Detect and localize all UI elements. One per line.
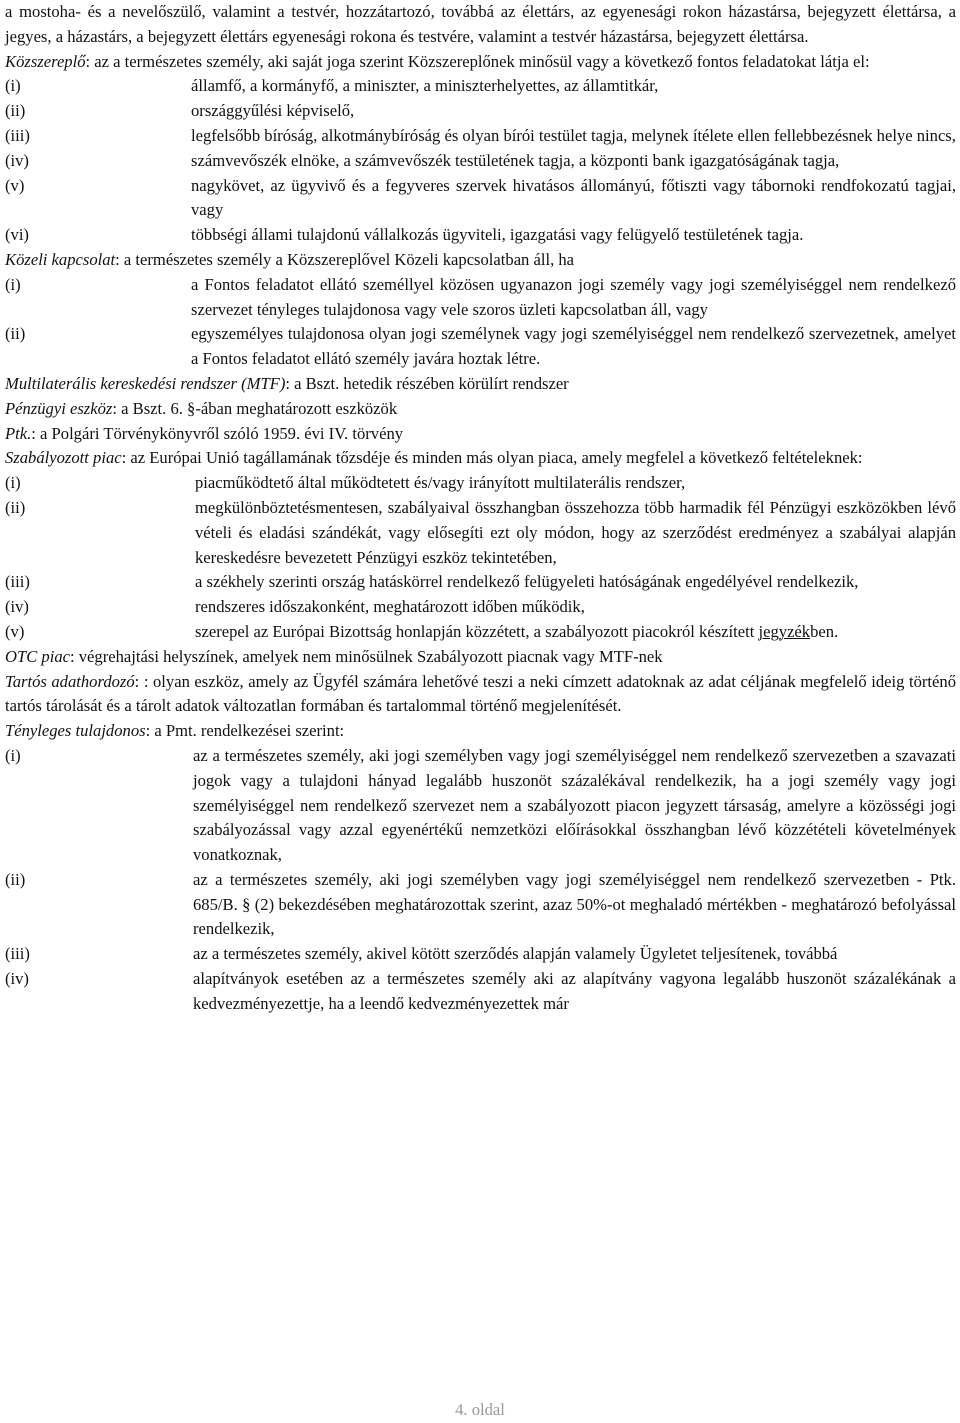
item-number: (ii) [5, 869, 26, 889]
term-ptk: Ptk. [5, 423, 32, 443]
definition-text: : az Európai Unió tagállamának tőzsdéje és minden más olyan piaca, amely megfelel a következő feltételeknek: [121, 448, 863, 468]
definition-text: : a Polgári Törvénykönyvről szóló 1959. évi IV. törvény [31, 423, 404, 443]
item-text: többségi állami tulajdonú vállalkozás ügyviteli, igazgatási vagy felügyelő testületének tagja. [191, 225, 804, 245]
term-kozeli-kapcsolat: Közeli kapcsolat [5, 249, 116, 269]
item-number: (i) [5, 274, 21, 294]
item-number: (iii) [5, 125, 30, 145]
term-kozszereplo: Közszereplő [5, 51, 86, 71]
list-item [5, 595, 956, 620]
list-item [5, 471, 956, 496]
list-item [5, 744, 956, 868]
item-number: (iii) [5, 944, 30, 964]
definition-tartos-adathordozo [5, 670, 956, 720]
item-number: (i) [5, 745, 21, 765]
item-text [195, 620, 956, 645]
item-number: (vi) [5, 225, 29, 245]
item-number: (i) [5, 76, 21, 96]
item-text: államfő, a kormányfő, a miniszter, a miniszterhelyettes, az államtitkár, [191, 76, 659, 96]
definition-text: : : olyan eszköz, amely az Ügyfél számára lehetővé teszi a neki címzett adatoknak az adat céljának megfelelő ideig történő tartós tárolását és a tárolt adatok változatlan formában és tartalommal történő megjelenítését. [5, 671, 956, 716]
definition-text: : a Bszt. 6. §-ában meghatározott eszközök [112, 398, 398, 418]
list-item [5, 124, 956, 149]
item-number: (iv) [5, 597, 29, 617]
item-number: (ii) [5, 497, 26, 517]
definition-tenyleges-tulajdonos [5, 719, 956, 744]
document-page [5, 0, 956, 1017]
definition-otc-piac [5, 645, 956, 670]
item-text: a székhely szerinti ország hatáskörrel rendelkező felügyeleti hatóságának engedélyével rendelkezik, [195, 572, 859, 592]
page-number-footer: 4. oldal [455, 1400, 505, 1419]
term-szabalyozott-piac: Szabályozott piac [5, 448, 122, 468]
item-text: alapítványok esetében az a természetes személy aki az alapítvány vagyona legalább huszonöt százalékának a kedvezményezettje, ha a leendő kedvezményezettek már [193, 969, 956, 1013]
item-text: legfelsőbb bíróság, alkotmánybíróság és olyan bírói testület tagja, melynek ítélete ellen fellebbezésnek helye nincs, [191, 125, 956, 145]
underlined-word: jegyzék [758, 621, 811, 641]
list-item [5, 570, 956, 595]
szabalyozott-list [5, 471, 956, 645]
item-text: számvevőszék elnöke, a számvevőszék testületének tagja, a központi bank igazgatóságának tagja, [191, 150, 840, 170]
item-text: az a természetes személy, akivel kötött szerződés alapján valamely Ügyletet teljesítenek, továbbá [193, 944, 838, 964]
definition-szabalyozott-piac [5, 446, 956, 471]
item-number: (v) [5, 621, 25, 641]
item-text: egyszemélyes tulajdonosa olyan jogi személynek vagy jogi személyiséggel nem rendelkező szervezetnek, amelyet a Fontos feladatot ellátó személy javára hoztak létre. [191, 324, 956, 369]
list-item [5, 868, 956, 942]
item-number: (iv) [5, 969, 29, 989]
term-mtf: Multilaterális kereskedési rendszer (MTF) [5, 373, 286, 393]
list-item [5, 967, 956, 1017]
list-item [5, 942, 956, 967]
item-number: (v) [5, 175, 25, 195]
item-number: (i) [5, 473, 21, 493]
item-text: rendszeres időszakonként, meghatározott időben működik, [195, 597, 585, 617]
list-item [5, 322, 956, 372]
item-text: a Fontos feladatot ellátó személlyel közösen ugyanazon jogi személy vagy jogi személyiséggel nem rendelkező szervezet tényleges tulajdonosa vagy vele szoros üzleti kapcsolatban áll, vagy [191, 274, 956, 319]
definition-mtf [5, 372, 956, 397]
term-tenyleges-tulajdonos: Tényleges tulajdonos [5, 721, 146, 741]
tenyleges-list [5, 744, 956, 1017]
item-text: az a természetes személy, aki jogi személyben vagy jogi személyiséggel nem rendelkező szervezetben a szavazati jogok vagy a tulajdoni hányad legalább huszonöt százalékával rendelkezik, ha a jogi személy vagy jogi személyiséggel nem rendelkező szervezet nem a szabályozott piacon jegyzett társaság, amelyre a közösségi jogi szabályozással vagy azzal egyenértékű nemzetközi előírásokkal összhangban lévő közzétételi követelmények vonatkoznak, [193, 745, 956, 865]
intro-paragraph: a mostoha- és a nevelőszülő, valamint a testvér, hozzátartozó, továbbá az élettárs, az egyenesági rokon házastársa, bejegyzett élettársa, a jegyes, a házastárs, a bejegyzett élettárs egyenesági rokona és testvére, valamint a testvér házastársa, bejegyzett élettársa. [5, 2, 956, 46]
term-penzugyi-eszkoz: Pénzügyi eszköz [5, 398, 113, 418]
kozszereplo-list [5, 74, 956, 248]
list-item [5, 99, 956, 124]
list-item [5, 149, 956, 174]
kozeli-list [5, 273, 956, 372]
definition-kozszereplo [5, 50, 956, 75]
definition-text: : a Pmt. rendelkezései szerint: [145, 721, 345, 741]
item-text: piacműködtető által működtetett és/vagy irányított multilaterális rendszer, [195, 473, 686, 493]
item-number: (ii) [5, 324, 26, 344]
item-number: (ii) [5, 101, 26, 121]
definition-kozeli-kapcsolat [5, 248, 956, 273]
definition-penzugyi-eszkoz [5, 397, 956, 422]
item-text-part: szerepel az Európai Bizottság honlapján közzétett, a szabályozott piacokról készített [195, 621, 759, 641]
list-item [5, 496, 956, 570]
definition-text: : a Bszt. hetedik részében körülírt rendszer [285, 373, 569, 393]
list-item [5, 74, 956, 99]
item-text: az a természetes személy, aki jogi személyben vagy jogi személyiséggel nem rendelkező szervezetben - Ptk. 685/B. § (2) bekezdésében meghatározottak szerint, azaz 50%-ot meghaladó mértékben - meghatározó befolyással rendelkezik, [193, 869, 956, 939]
definition-ptk [5, 422, 956, 447]
definition-text: : a természetes személy a Közszereplővel Közeli kapcsolatban áll, ha [115, 249, 575, 269]
term-otc-piac: OTC piac [5, 646, 70, 666]
item-text: nagykövet, az ügyvivő és a fegyveres szervek hivatásos állományú, főtiszti vagy tábornoki rendfokozatú tagjai, vagy [191, 175, 956, 220]
item-number: (iv) [5, 150, 29, 170]
item-text: országgyűlési képviselő, [191, 101, 355, 121]
term-tartos-adathordozo: Tartós adathordozó [5, 671, 135, 691]
definition-text: : az a természetes személy, aki saját joga szerint Közszereplőnek minősül vagy a következő fontos feladatokat látja el: [85, 51, 870, 71]
list-item [5, 620, 956, 645]
list-item [5, 223, 956, 248]
list-item [5, 174, 956, 224]
item-text: megkülönböztetésmentesen, szabályaival összhangban összehozza több harmadik fél Pénzügyi eszközökben lévő vételi és eladási szándékát, vagy elősegíti ezt oly módon, hogy az szerződést eredményez a szabályai alapján kereskedésre bevezetett Pénzügyi eszköz tekintetében, [195, 497, 956, 567]
list-item [5, 273, 956, 323]
item-number: (iii) [5, 572, 30, 592]
item-text-part: ben. [810, 621, 839, 641]
definition-text: : végrehajtási helyszínek, amelyek nem minősülnek Szabályozott piacnak vagy MTF-nek [70, 646, 663, 666]
